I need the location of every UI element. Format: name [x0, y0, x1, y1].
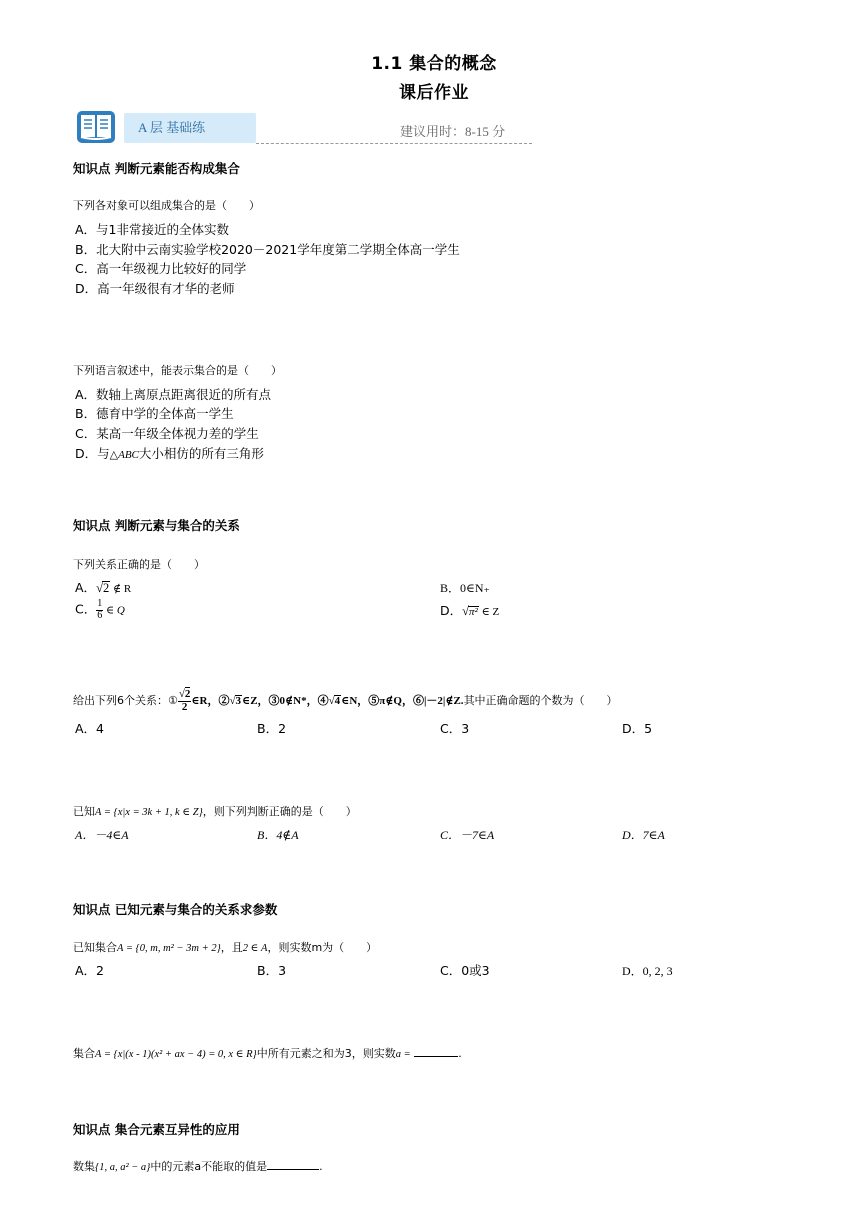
option-b: B．3 — [257, 963, 287, 978]
option-b: B．德育中学的全体高一学生 — [75, 406, 234, 421]
math-expression: A = {x|x = 3k + 1, k ∈ Z} — [95, 807, 203, 818]
option-c: C．－7∈A — [440, 828, 495, 842]
layer-tag: A 层 基础练 — [124, 113, 256, 143]
page-title: 1.1 集合的概念 — [371, 54, 497, 74]
relation: ∈N，⑤π∉Q，⑥|－2|∉Z. — [341, 695, 464, 708]
option-b: B．北大附中云南实验学校2020－2021学年度第二学期全体高一学生 — [75, 242, 460, 257]
relation: ∉ R — [110, 583, 132, 595]
option-c: C．高一年级视力比较好的同学 — [75, 261, 247, 276]
option-d: D．0, 2, 3 — [622, 964, 673, 978]
math-expression: △ABC — [109, 449, 139, 461]
option-label: A． — [75, 580, 97, 595]
math-expression: {1, a, a² − a} — [95, 1162, 151, 1173]
option-d: D．高一年级很有才华的老师 — [75, 281, 235, 296]
option-a: A．4 — [75, 721, 105, 736]
answer-blank[interactable] — [267, 1159, 319, 1170]
book-icon — [76, 110, 116, 144]
option-a: A．数轴上离原点距离很近的所有点 — [75, 387, 272, 402]
option-label: D． — [440, 603, 463, 618]
option-a: A．√2 ∉ R — [75, 580, 132, 595]
stem-text: 其中正确命题的个数为（ ） — [463, 694, 618, 708]
option-a: A．－4∈A — [75, 828, 129, 842]
question-stem — [73, 1158, 323, 1174]
math-expression: A = {0, m, m² − 3m + 2} — [117, 943, 221, 954]
suggested-time: 建议用时：8-15 分 — [400, 124, 506, 139]
relation: ∈R，② — [191, 695, 230, 708]
option-a: A．与1非常接近的全体实数 — [75, 222, 230, 237]
question-stem — [73, 803, 357, 819]
stem-text: 中所有元素之和为3，则实数 — [256, 1047, 396, 1060]
option-c — [75, 599, 125, 621]
section-title: 知识点 已知元素与集合的关系求参数 — [73, 902, 278, 917]
relation: ∈Z，③0∉N*，④ — [242, 695, 329, 708]
option-d: D．5 — [622, 721, 653, 736]
option-label: C． — [75, 601, 97, 617]
section-title: 知识点 判断元素与集合的关系 — [73, 518, 240, 533]
option-d — [75, 444, 264, 462]
option-a: A．2 — [75, 963, 105, 978]
fraction: $\frac{√2}{2}$ — [178, 688, 191, 713]
stem-text: 数集 — [73, 1160, 95, 1173]
option-text: 大小相仿的所有三角形 — [138, 446, 264, 461]
option-d: D．7∈A — [622, 828, 665, 842]
option-c: C．3 — [440, 721, 470, 736]
question-stem: 给出下列6个关系：① $\frac{√2}{2}$ ∈R，②√3∈Z，③0∉N*，④√4∈N，⑤π∉Q，⑥|－2|∉Z.其中正确命题的个数为（ ） — [73, 688, 618, 713]
stem-text: 已知集合 — [73, 941, 117, 954]
option-b: B．4∉A — [257, 828, 299, 842]
fraction: $\frac{1}{6}$ — [97, 598, 103, 621]
stem-text: . — [458, 1047, 462, 1060]
math-expression: A = {x|(x - 1)(x² + ax − 4) = 0, x ∈ R} — [95, 1049, 257, 1060]
option-c: C．0或3 — [440, 963, 490, 978]
header-divider — [256, 143, 532, 144]
stem-text: ，则下列判断正确的是（ ） — [202, 805, 357, 818]
option-d: D．√π² ∈ Z — [440, 603, 500, 618]
question-stem — [73, 939, 377, 955]
relation: ∈ Q — [103, 604, 125, 617]
math-expression: 2 ∈ A — [242, 943, 268, 954]
question-stem: 下列各对象可以组成集合的是（ ） — [73, 199, 260, 212]
relation: ∈ Z — [478, 606, 500, 618]
section-title: 知识点 集合元素互异性的应用 — [73, 1122, 240, 1137]
stem-text: 给出下列6个关系：① — [73, 694, 178, 708]
stem-text: 集合 — [73, 1047, 95, 1060]
math-expression: a = — [395, 1049, 411, 1060]
option-b: B．0∈N₊ — [440, 581, 490, 595]
section-title: 知识点 判断元素能否构成集合 — [73, 161, 240, 176]
stem-text: 中的元素a不能取的值是 — [150, 1160, 268, 1173]
option-text: D．与 — [75, 446, 110, 461]
question-stem — [73, 1045, 462, 1061]
option-c: C．某高一年级全体视力差的学生 — [75, 426, 259, 441]
radicand: 4 — [334, 695, 341, 708]
stem-text: 已知 — [73, 805, 95, 818]
stem-text: . — [319, 1160, 323, 1173]
question-stem: 下列关系正确的是（ ） — [73, 558, 205, 571]
radicand: 2 — [102, 581, 110, 595]
option-b: B．2 — [257, 721, 287, 736]
radicand: π² — [469, 606, 478, 618]
stem-text: ，且 — [220, 941, 243, 954]
stem-text: ，则实数m为（ ） — [267, 941, 378, 954]
question-stem: 下列语言叙述中，能表示集合的是（ ） — [73, 364, 282, 377]
answer-blank[interactable] — [414, 1046, 458, 1057]
page-subtitle: 课后作业 — [399, 83, 469, 103]
radicand: 3 — [235, 695, 242, 708]
